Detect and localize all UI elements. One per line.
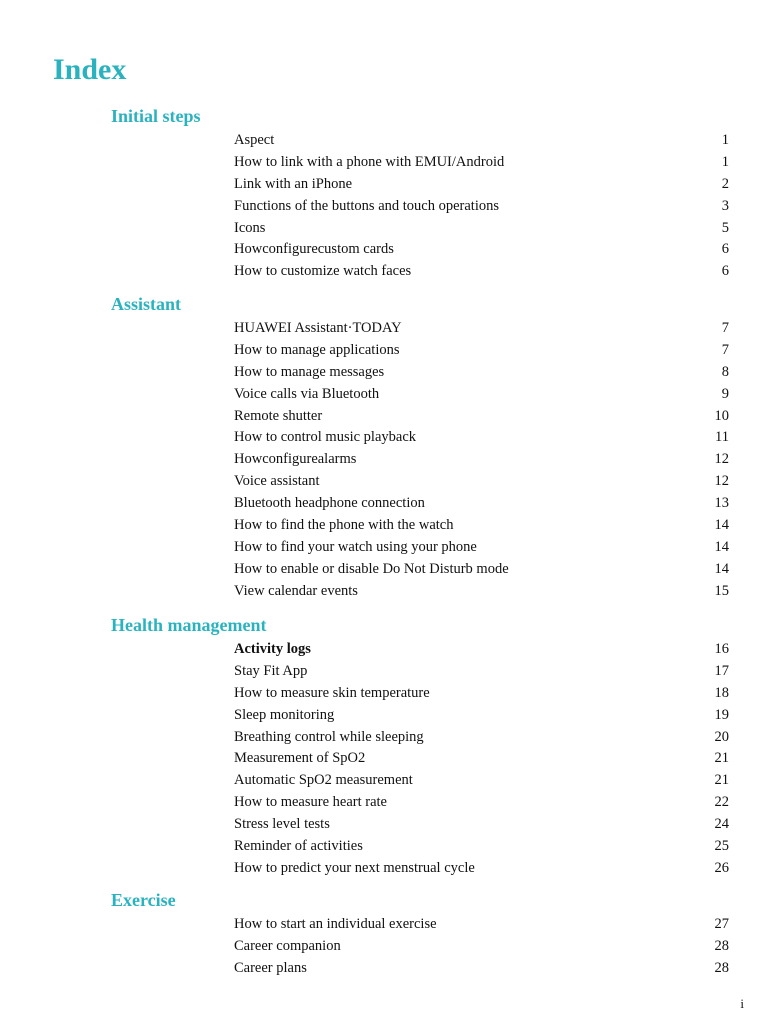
toc-entry-page-number: 1 [721,153,729,170]
toc-entry[interactable] [234,559,729,581]
toc-entry-label: How to measure skin temperature [234,684,430,701]
toc-entry[interactable] [234,683,729,705]
entry-list [234,318,729,603]
toc-entry-page-number: 26 [714,859,729,876]
toc-entry[interactable] [234,958,729,980]
toc-entry-label: View calendar events [234,582,358,599]
toc-entry-page-number: 2 [721,175,729,192]
toc-entry[interactable] [234,196,729,218]
toc-entry-label: How to customize watch faces [234,263,412,280]
toc-entry[interactable] [234,936,729,958]
toc-entry-page-number: 8 [721,363,729,380]
toc-entry-page-number: 1 [721,132,729,148]
toc-entry-label: Howconfigurecustom cards [234,241,394,258]
toc-entry[interactable] [234,914,729,936]
toc-entry[interactable] [234,471,729,493]
toc-entry-label: Sleep monitoring [234,706,335,723]
toc-entry-label: How to start an individual exercise [234,916,437,932]
toc-entry-label: Measurement of SpO2 [234,750,366,767]
toc-entry-page-number: 28 [714,937,729,954]
toc-entry[interactable] [234,770,729,792]
toc-entry-label: Stress level tests [234,816,330,833]
toc-entry[interactable] [234,384,729,406]
section-heading[interactable]: Health management [111,615,267,635]
section-heading[interactable]: Assistant [111,294,182,314]
toc-entry-label: Breathing control while sleeping [234,728,424,745]
toc-entry-label: Bluetooth headphone connection [234,495,425,512]
page-title: Index [53,53,127,86]
toc-entry-page-number: 28 [714,959,729,976]
toc-entry-label: Activity logs [234,641,311,657]
toc-entry-label: Reminder of activities [234,838,363,855]
toc-entry[interactable] [234,130,729,152]
toc-entry-label: Stay Fit App [234,662,308,679]
toc-entry-page-number: 24 [714,816,729,833]
toc-entry[interactable] [234,449,729,471]
toc-entry-page-number: 9 [721,385,729,402]
entry-list [234,639,729,880]
toc-entry[interactable] [234,239,729,261]
toc-entry-page-number: 15 [714,582,729,599]
toc-entry-page-number: 21 [714,772,729,789]
toc-entry-page-number: 17 [714,662,729,679]
toc-entry-label: How to predict your next menstrual cycle [234,859,475,876]
toc-entry[interactable] [234,427,729,449]
toc-entry-page-number: 11 [715,429,729,446]
toc-entry-page-number: 19 [714,706,729,723]
toc-entry[interactable] [234,174,729,196]
toc-entry[interactable] [234,581,729,603]
toc-entry-page-number: 21 [714,750,729,767]
toc-entry-page-number: 10 [714,407,729,424]
toc-entry-page-number: 25 [714,838,729,855]
toc-entry-page-number: 14 [714,517,729,534]
toc-entry-label: How to manage messages [234,363,385,380]
toc-entry-label: How to link with a phone with EMUI/Android [234,153,505,170]
toc-entry[interactable] [234,661,729,683]
toc-entry-page-number: 6 [721,263,729,280]
toc-entry-label: Icons [234,219,266,236]
toc-entry-label: Career plans [234,959,307,976]
toc-entry-page-number: 14 [714,560,729,577]
toc-entry[interactable] [234,727,729,749]
toc-entry[interactable] [234,639,729,661]
toc-entry-page-number: 3 [721,197,729,214]
toc-entry-label: Remote shutter [234,407,323,424]
toc-entry-label: How to measure heart rate [234,794,387,811]
toc-entry-page-number: 14 [714,538,729,555]
toc-entry-label: Link with an iPhone [234,175,353,192]
toc-entry-label: How to enable or disable Do Not Disturb mode [234,560,509,577]
toc-entry[interactable] [234,362,729,384]
toc-entry-page-number: 12 [714,473,729,490]
toc-entry-label: How to find your watch using your phone [234,538,477,555]
toc-entry-label: Voice assistant [234,473,320,490]
entry-list [234,130,729,283]
toc-entry-page-number: 5 [721,219,729,236]
toc-entry-label: Voice calls via Bluetooth [234,385,380,402]
section-heading[interactable]: Exercise [111,890,176,910]
toc-entry-page-number: 27 [714,916,729,932]
toc-entry[interactable] [234,340,729,362]
toc-entry-page-number: 7 [721,341,729,358]
footer-page-number: i [740,996,744,1011]
toc-entry[interactable] [234,705,729,727]
toc-entry-label: Functions of the buttons and touch operations [234,197,499,214]
toc-entry[interactable] [234,537,729,559]
toc-entry[interactable] [234,406,729,428]
toc-entry-label: Aspect [234,132,275,148]
toc-entry[interactable] [234,792,729,814]
entry-list [234,914,729,980]
toc-entry-label: How to control music playback [234,429,417,446]
toc-entry[interactable] [234,318,729,340]
toc-entry-label: Howconfigurealarms [234,451,357,468]
toc-entry[interactable] [234,858,729,880]
section-heading[interactable]: Initial steps [111,106,201,126]
toc-entry[interactable] [234,814,729,836]
toc-entry-label: Career companion [234,937,341,954]
toc-entry[interactable] [234,493,729,515]
toc-entry-page-number: 13 [714,495,729,512]
toc-entry[interactable] [234,152,729,174]
toc-entry-page-number: 20 [714,728,729,745]
toc-entry[interactable] [234,218,729,240]
toc-entry-page-number: 22 [714,794,729,811]
toc-entry-page-number: 16 [714,641,729,657]
toc-entry-label: HUAWEI Assistant·TODAY [234,320,402,336]
toc-entry-label: Automatic SpO2 measurement [234,772,413,789]
toc-entry-page-number: 6 [721,241,729,258]
toc-entry-label: How to find the phone with the watch [234,517,454,534]
toc-entry[interactable] [234,515,729,537]
toc-entry-page-number: 12 [714,451,729,468]
toc-entry[interactable] [234,261,729,283]
toc-entry-label: How to manage applications [234,341,400,358]
toc-entry-page-number: 18 [714,684,729,701]
toc-entry-page-number: 7 [721,320,729,336]
toc-entry[interactable] [234,748,729,770]
toc-entry[interactable] [234,836,729,858]
